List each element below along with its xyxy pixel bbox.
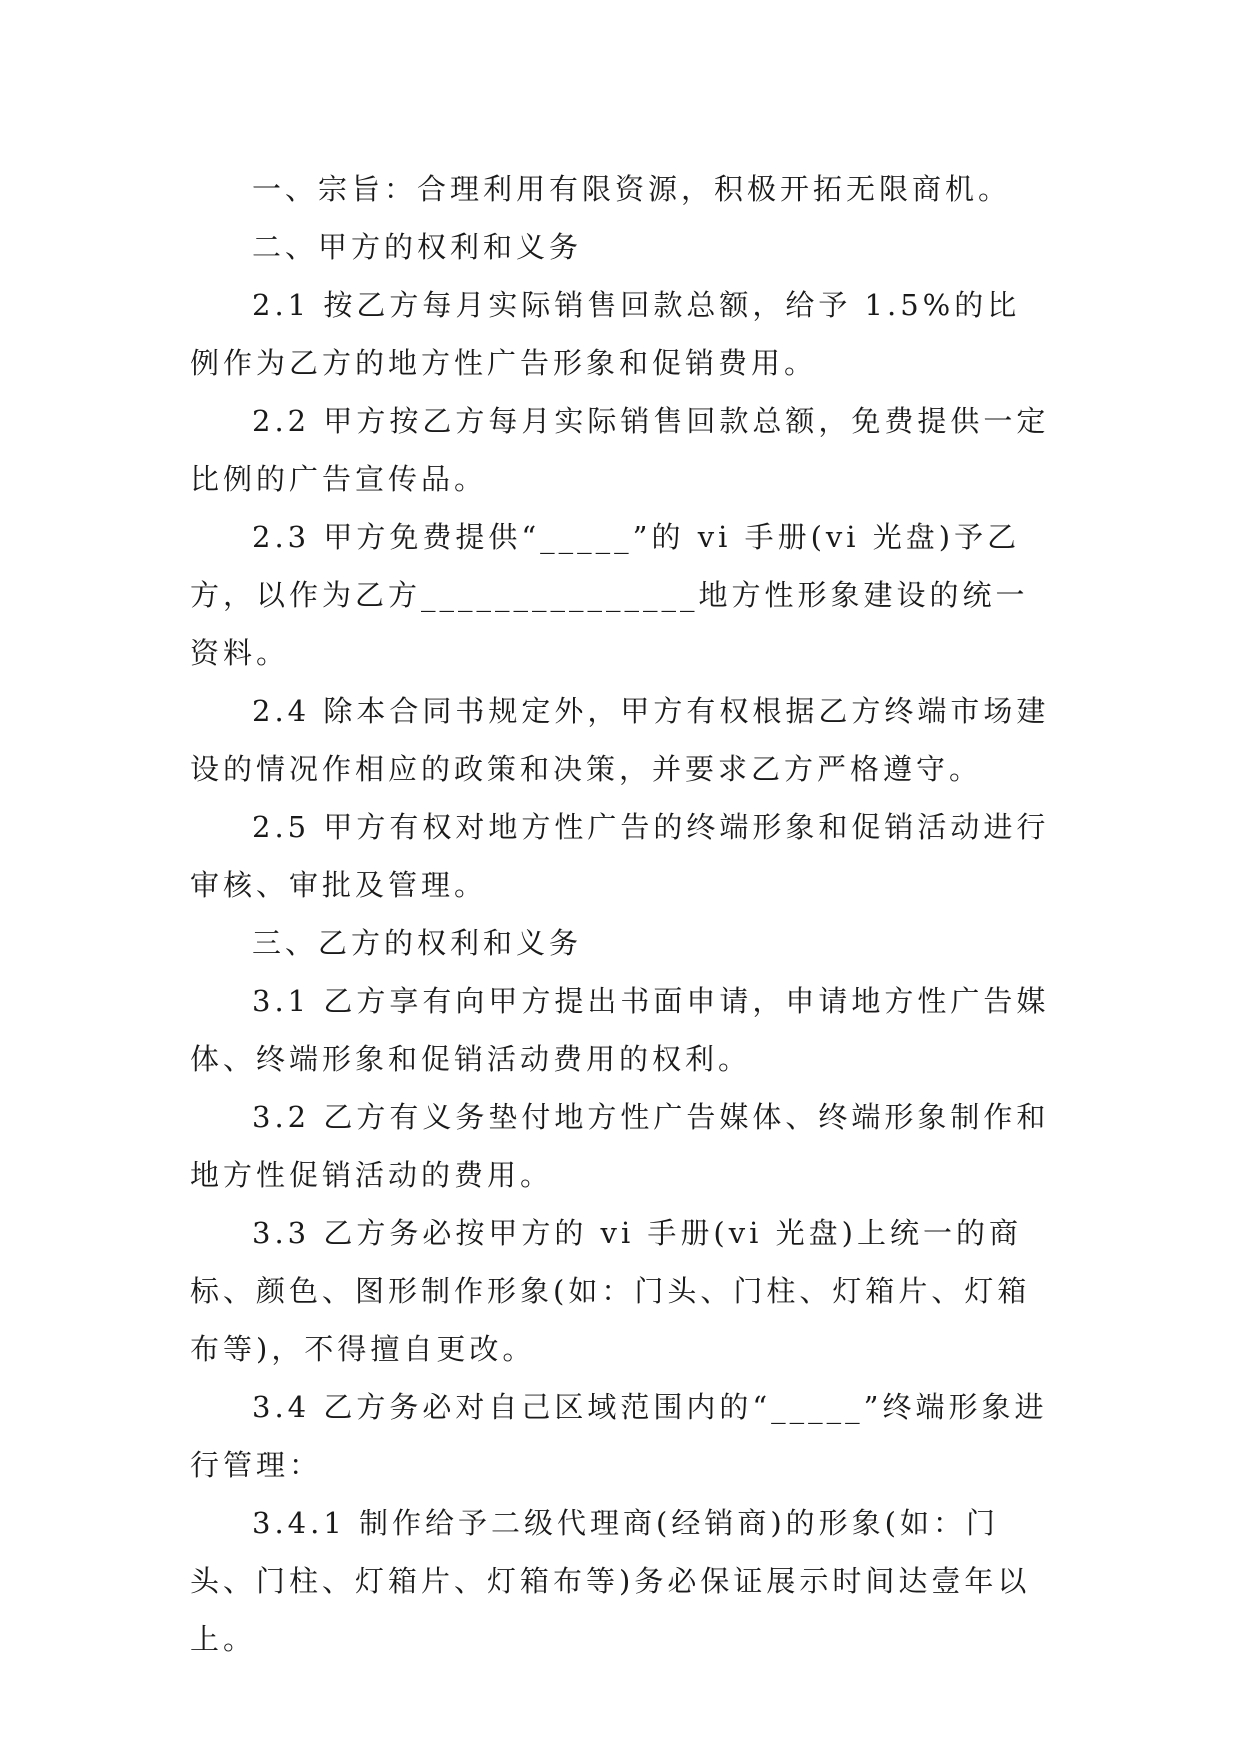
paragraph-3-3: 3.3 乙方务必按甲方的 vi 手册(vi 光盘)上统一的商标、颜色、图形制作形象(如：门头、门柱、灯箱片、灯箱布等)，不得擅自更改。 [190, 1216, 1031, 1366]
paragraph-2-1: 2.1 按乙方每月实际销售回款总额，给予 1.5%的比例作为乙方的地方性广告形象和促销费用。 [190, 288, 1021, 380]
paragraph-2-3: 2.3 甲方免费提供“_____”的 vi 手册(vi 光盘)予乙方，以作为乙方_______________地方性形象建设的统一资料。 [190, 520, 1029, 670]
heading-party-b-rights: 三、乙方的权利和义务 [252, 926, 583, 960]
document-body [190, 160, 1050, 1668]
paragraph-2-2: 2.2 甲方按乙方每月实际销售回款总额，免费提供一定比例的广告宣传品。 [190, 404, 1050, 496]
heading-party-a-rights: 二、甲方的权利和义务 [252, 230, 583, 264]
paragraph-3-4: 3.4 乙方务必对自己区域范围内的“_____”终端形象进行管理： [190, 1390, 1048, 1482]
paragraph-purpose: 一、宗旨：合理利用有限资源，积极开拓无限商机。 [252, 172, 1012, 206]
paragraph-3-2: 3.2 乙方有义务垫付地方性广告媒体、终端形象制作和地方性促销活动的费用。 [190, 1100, 1050, 1192]
paragraph-2-4: 2.4 除本合同书规定外，甲方有权根据乙方终端市场建设的情况作相应的政策和决策，并要求乙方严格遵守。 [190, 694, 1050, 786]
paragraph-2-5: 2.5 甲方有权对地方性广告的终端形象和促销活动进行审核、审批及管理。 [190, 810, 1050, 902]
paragraph-3-4-1: 3.4.1 制作给予二级代理商(经销商)的形象(如：门头、门柱、灯箱片、灯箱布等)务必保证展示时间达壹年以上。 [190, 1506, 1031, 1656]
paragraph-3-1: 3.1 乙方享有向甲方提出书面申请，申请地方性广告媒体、终端形象和促销活动费用的权利。 [190, 984, 1050, 1076]
